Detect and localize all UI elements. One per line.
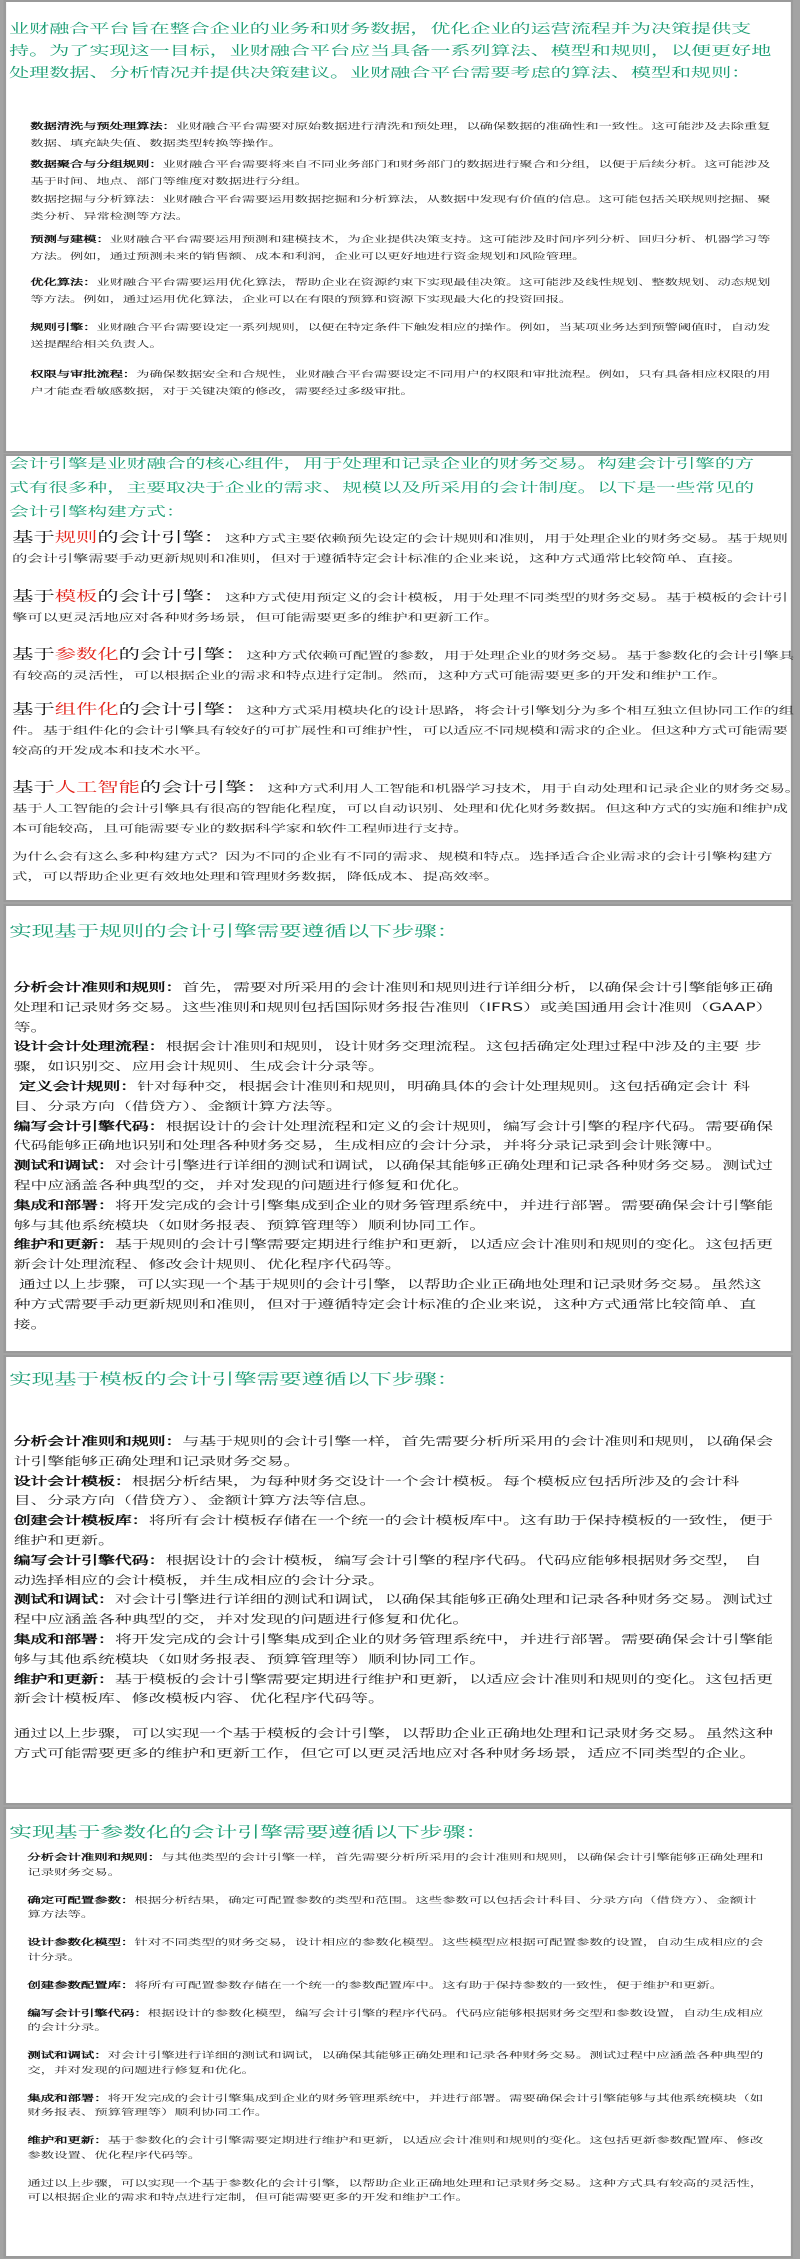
section2-conclusion: 为什么会有这么多种构建方式？因为不同的企业有不同的需求、规模和特点。选择适合企业需求的会计引擎构建方式，可以帮助企业更有效地处理和管理财务数据，降低成本、提高效率。: [12, 852, 773, 883]
step-item: 分析会计准则和规则：与其他类型的会计引擎一样，首先需要分析所采用的会计准则和规则，以确保会计引擎能够正确处理和记录财务交易。: [27, 1853, 764, 1878]
list-item: [30, 192, 775, 225]
section4-heading: 实现基于模板的会计引擎需要遵循以下步骤：: [9, 1371, 460, 1388]
keyword: 人工智能: [54, 780, 140, 796]
engine-type-item: [12, 645, 800, 687]
item-text: 业财融合平台需要运用预测和建模技术，为企业提供决策支持。这可能涉及时间序列分析、回归分析、机器学习等方法。例如，通过预测未来的销售额、成本和利润，企业可以更好地进行资金规划和风险管理。: [30, 235, 771, 262]
step-item: 测试和调试：对会计引擎进行详细的测试和调试，以确保其能够正确处理和记录各种财务交易。测试过程中应涵盖各种典型的交，并对发现的问题进行修复和优化。: [13, 1593, 773, 1627]
item-text: 业财融合平台需要对原始数据进行清洗和预处理，以确保数据的准确性和一致性。这可能涉及去除重复数据、填充缺失值、数据类型转换等操作。: [30, 122, 771, 149]
section1-heading: 业财融合平台旨在整合企业的业务和财务数据，优化企业的运营流程并为决策提供支持。为了实现这一目标，业财融合平台应当具备一系列算法、模型和规则，以便更好地处理数据、分析情况并提供决策建议。业财融合平台需要考虑的算法、模型和规则：: [9, 22, 772, 81]
item-title: 基于人工智能的会计引擎：: [12, 780, 268, 796]
step-item: 确定可配置参数：根据分析结果，确定可配置参数的类型和范围。这些参数可以包括会计科目、分录方向（借贷方）、金额计算方法等。: [27, 1895, 757, 1920]
item-text: 为确保数据安全和合规性，业财融合平台需要设定不同用户的权限和审批流程。例如，只有具备相应权限的用户才能查看敏感数据，对于关键决策的修改，需要经过多级审批。: [30, 370, 771, 397]
item-label: 预测与建模：: [30, 235, 110, 245]
step-item: 维护和更新：基于规则的会计引擎需要定期进行维护和更新，以适应会计准则和规则的变化。这包括更新会计处理流程、修改会计规则、优化程序代码等。: [13, 1238, 773, 1272]
item-title: 基于规则的会计引擎：: [12, 530, 226, 546]
item-text: 这种方式依赖可配置的参数，用于处理企业的财务交易。基于参数化的会计引擎具有较高的灵活性，可以根据企业的需求和特点进行定制。然而，这种方式可能需要更多的开发和维护工作。: [12, 651, 794, 682]
step-item: 集成和部署：将开发完成的会计引擎集成到企业的财务管理系统中，并进行部署。需要确保会计引擎能够与其他系统模块（如财务报表、预算管理等）顺利协同工作。: [13, 1632, 773, 1666]
step-item: 维护和更新：基于参数化的会计引擎需要定期进行维护和更新，以适应会计准则和规则的变化。这包括更新参数配置库、修改参数设置、优化程序代码等。: [27, 2136, 764, 2161]
item-text: 这种方式主要依赖预先设定的会计规则和准则，用于处理企业的财务交易。基于规则的会计引擎需要手动更新规则和准则，但对于遵循特定会计标准的企业来说，这种方式通常比较简单、直接。: [12, 534, 788, 565]
step-item: 设计参数化模型：针对不同类型的财务交易，设计相应的参数化模型。这些模型应根据可配置参数的设置，自动生成相应的会计分录。: [27, 1938, 764, 1963]
list-item: [30, 232, 775, 265]
step-list: [14, 1432, 777, 1709]
item-text: 数据挖掘与分析算法：业财融合平台需要运用数据挖掘和分析算法，从数据中发现有价值的信息。这可能包括关联规则挖掘、聚类分析、异常检测等方法。: [30, 195, 771, 222]
item-label: 数据清洗与预处理算法：: [30, 122, 176, 132]
item-title: 基于模板的会计引擎：: [12, 589, 226, 605]
keyword: 模板: [54, 589, 98, 605]
engine-type-item: [12, 528, 800, 570]
step-item: 创建参数配置库：将所有可配置参数存储在一个统一的参数配置库中。这有助于保持参数的一致性，便于维护和更新。: [27, 1980, 724, 1991]
item-text: 业财融合平台需要运用优化算法，帮助企业在资源约束下实现最佳决策。这可能涉及线性规划、整数规划、动态规划等方法。例如，通过运用优化算法，企业可以在有限的预算和资源下实现最大化的投资回报。: [30, 278, 771, 305]
item-label: 规则引擎：: [30, 323, 97, 333]
step-item: 设计会计处理流程：根据会计准则和规则，设计财务交理流程。这包括确定处理过程中涉及的主要 步骤，如识别交、应用会计规则、生成会计分录等。: [13, 1040, 762, 1074]
step-item: 编写会计引擎代码：根据设计的会计处理流程和定义的会计规则，编写会计引擎的程序代码。需要确保代码能够正确地识别和处理各种财务交易，生成相应的会计分录，并将分录记录到会计账簿中。: [13, 1119, 773, 1153]
step-item: 分析会计准则和规则：与基于规则的会计引擎一样，首先需要分析所采用的会计准则和规则，以确保会计引擎能够正确处理和记录财务交易。: [13, 1435, 773, 1468]
item-text: 这种方式使用预定义的会计模板，用于处理不同类型的财务交易。基于模板的会计引擎可以更灵活地应对各种财务场景，但可能需要更多的维护和更新工作。: [12, 593, 788, 624]
list-item: [30, 367, 775, 400]
engine-type-item: [12, 700, 800, 762]
step-item: 测试和调试：对会计引擎进行详细的测试和调试，以确保其能够正确处理和记录各种财务交易。测试过程中应涵盖各种典型的交，并对发现的问题进行修复和优化。: [27, 2051, 764, 2076]
item-text: 这种方式利用人工智能和机器学习技术，用于自动处理和记录企业的财务交易。基于人工智能的会计引擎具有很高的智能化程度，可以自动识别、处理和优化财务数据。但这种方式的实施和维护成本可能较高，且可能需要专业的数据科学家和软件工程师进行支持。: [12, 784, 800, 835]
step-item: 测试和调试：对会计引擎进行详细的测试和调试，以确保其能够正确处理和记录各种财务交易。测试过程中应涵盖各种典型的交，并对发现的问题进行修复和优化。: [13, 1159, 773, 1192]
section3-conclusion: 通过以上步骤，可以实现一个基于规则的会计引擎，以帮助企业正确地处理和记录财务交易。虽然这种方式需要手动更新规则和准则，但对于遵循特定会计标准的企业来说，这种方式通常比较简单、直接。: [13, 1277, 762, 1331]
list-item: [30, 157, 775, 190]
keyword: 组件化: [54, 702, 119, 718]
step-item: 集成和部署：将开发完成的会计引擎集成到企业的财务管理系统中，并进行部署。需要确保会计引擎能够与其他系统模块（如财务报表、预算管理等）顺利协同工作。: [13, 1198, 773, 1232]
item-label: 优化算法：: [30, 278, 97, 288]
engine-type-item: [12, 587, 800, 629]
item-label: 权限与审批流程：: [30, 370, 137, 380]
list-item: [30, 320, 775, 353]
step-item: 编写会计引擎代码：根据设计的会计模板，编写会计引擎的程序代码。代码应能够根据财务交型， 自动选择相应的会计模板，并生成相应的会计分录。: [13, 1553, 762, 1587]
step-item: 分析会计准则和规则：首先，需要对所采用的会计准则和规则进行详细分析，以确保会计引擎能够正确处理和记录财务交易。这些准则和规则包括国际财务报告准则（IFRS）或美国通用会计准则（GAAP）等。: [13, 981, 773, 1034]
section4-conclusion: 通过以上步骤，可以实现一个基于模板的会计引擎，以帮助企业正确地处理和记录财务交易。虽然这种方式可能需要更多的维护和更新工作，但它可以更灵活地应对各种财务场景，适应不同类型的企业。: [13, 1727, 773, 1760]
step-item: 维护和更新：基于模板的会计引擎需要定期进行维护和更新，以适应会计准则和规则的变化。这包括更新会计模板库、修改模板内容、优化程序代码等。: [13, 1672, 773, 1706]
step-list: [27, 1851, 768, 2219]
item-title: 基于参数化的会计引擎：: [12, 647, 247, 663]
step-item: 编写会计引擎代码：根据设计的参数化模型，编写会计引擎的程序代码。代码应能够根据财务交型和参数设置，自动生成相应的会计分录。: [27, 2008, 764, 2033]
list-item: [30, 119, 775, 152]
item-text: 业财融合平台需要设定一系列规则，以便在特定条件下触发相应的操作。例如，当某项业务达到预警阈值时，自动发送提醒给相关负责人。: [30, 323, 771, 350]
item-title: 基于组件化的会计引擎：: [12, 702, 247, 718]
step-list: [14, 978, 777, 1334]
step-item: 设计会计模板：根据分析结果，为每种财务交设计一个会计模板。每个模板应包括所涉及的会计科 目、分录方向（借贷方）、金额计算方法等信息。: [13, 1474, 740, 1508]
item-label: 数据聚合与分组规则：: [30, 160, 163, 170]
section5-heading: 实现基于参数化的会计引擎需要遵循以下步骤：: [9, 1823, 489, 1841]
list-item: [30, 275, 775, 308]
item-text: 这种方式采用模块化的设计思路，将会计引擎划分为多个相互独立但协同工作的组件。基于组件化的会计引擎具有较好的可扩展性和可维护性，可以适应不同规模和需求的企业。但这种方式可能需要较高的开发成本和技术水平。: [12, 706, 794, 757]
section2-heading: 会计引擎是业财融合的核心组件，用于处理和记录企业的财务交易。构建会计引擎的方式有很多种，主要取决于企业的需求、规模以及所采用的会计制度。以下是一些常见的会计引擎构建方式：: [9, 457, 755, 520]
engine-type-item: [12, 778, 800, 840]
item-text: 业财融合平台需要将来自不同业务部门和财务部门的数据进行聚合和分组，以便于后续分析。这可能涉及基于时间、地点、部门等维度对数据进行分组。: [30, 160, 771, 187]
step-item: 集成和部署：将开发完成的会计引擎集成到企业的财务管理系统中，并进行部署。需要确保会计引擎能够与其他系统模块（如财务报表、预算管理等）顺利协同工作。: [27, 2093, 764, 2118]
section3-heading: 实现基于规则的会计引擎需要遵循以下步骤：: [9, 923, 460, 940]
keyword: 规则: [54, 530, 98, 546]
step-item: 定义会计规则：针对每种交，根据会计准则和规则，明确具体的会计处理规则。这包括确定会计 科目、分录方向（借贷方）、金额计算方法等。: [13, 1079, 750, 1113]
step-item: 创建会计模板库：将所有会计模板存储在一个统一的会计模板库中。这有助于保持模板的一致性，便于维护和更新。: [13, 1514, 773, 1547]
section5-conclusion: 通过以上步骤，可以实现一个基于参数化的会计引擎，以帮助企业正确地处理和记录财务交易。这种方式具有较高的灵活性，可以根据企业的需求和特点进行定制，但可能需要更多的开发和维护工作。: [27, 2178, 764, 2203]
keyword: 参数化: [54, 647, 119, 663]
